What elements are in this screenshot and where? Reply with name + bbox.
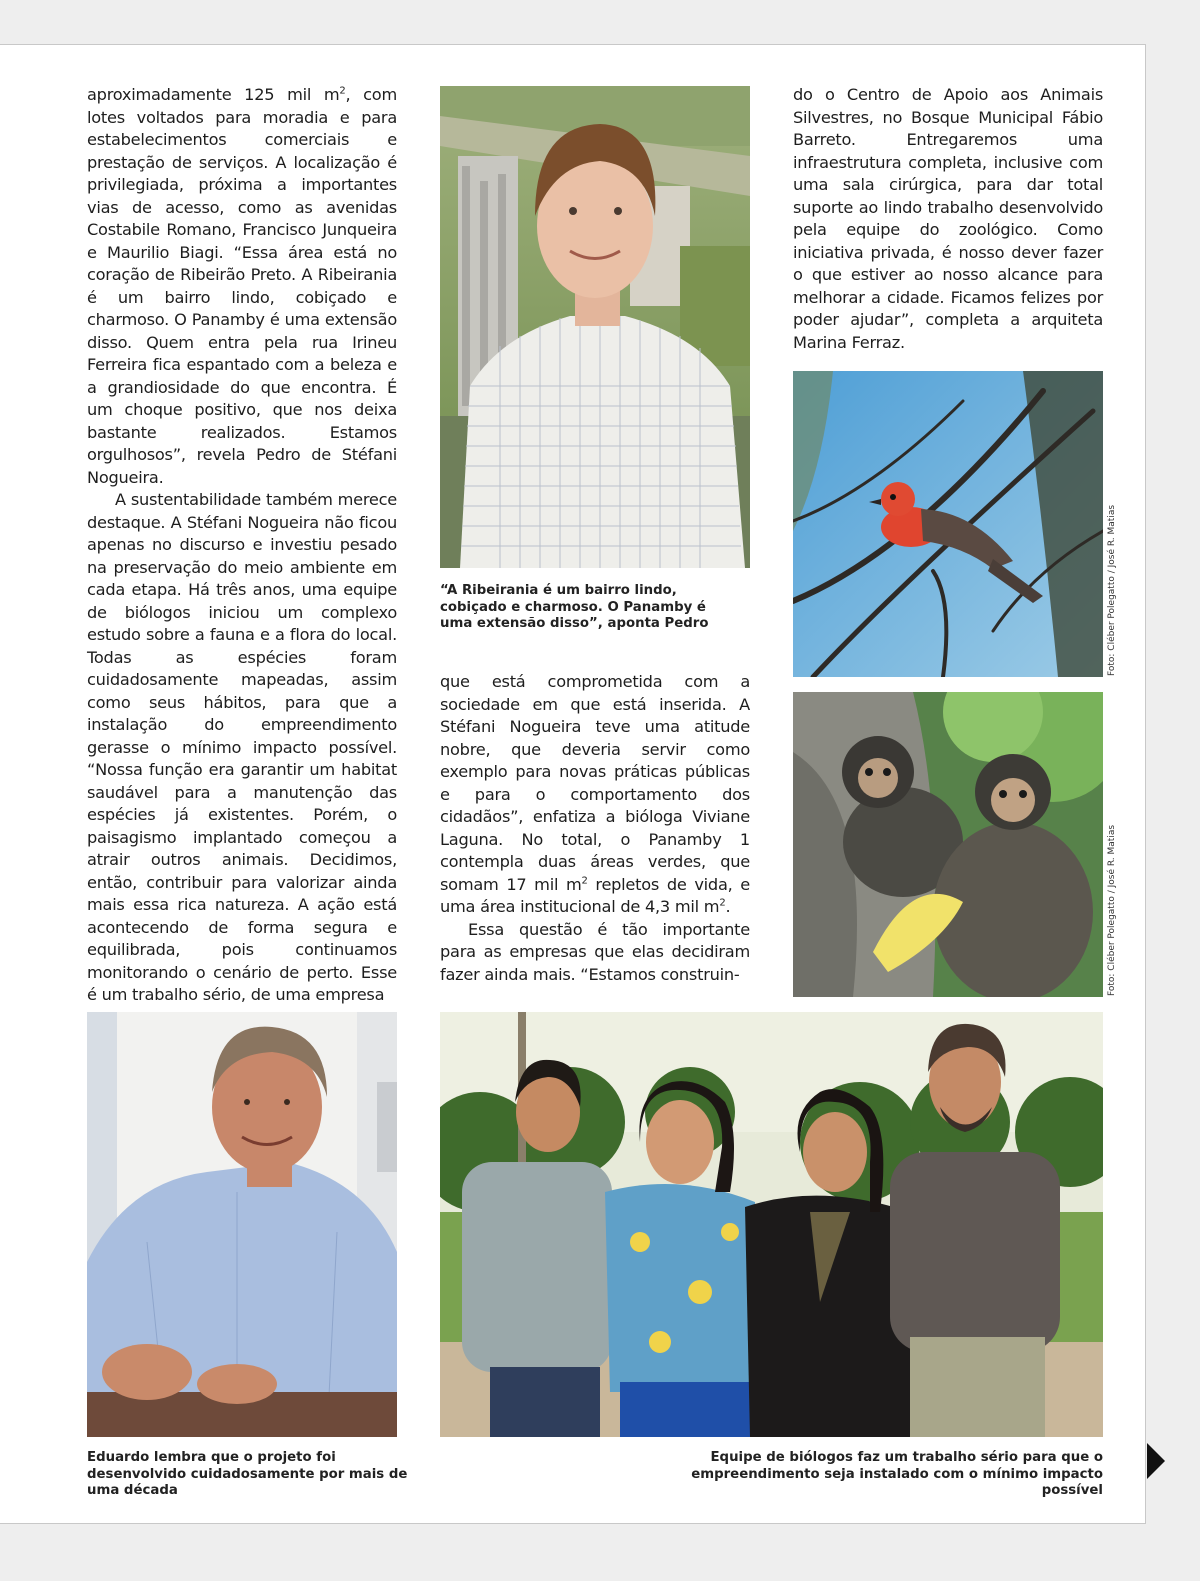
article-column-2 bbox=[440, 671, 750, 986]
column3-paragraph-1: do o Centro de Apoio aos Animais Silvestres, no Bosque Municipal Fábio Barreto. Entregaremos uma infraestrutura completa, inclusive com uma sala cirúrgica, para dar total suporte ao lindo trabalho desenvolvido pela equipe do zoológico. Como iniciativa privada, é nosso dever fazer o que estiver ao nosso alcance para melhorar a cidade. Ficamos felizes por poder ajudar”, completa a arquiteta Marina Ferraz. bbox=[793, 85, 1103, 352]
bird-photo bbox=[793, 371, 1103, 677]
eduardo-photo bbox=[87, 1012, 397, 1437]
biologists-team-photo bbox=[440, 1012, 1103, 1437]
column2-paragraph-2: Essa questão é tão importante para as empresas que elas decidiram fazer ainda mais. “Estamos construin- bbox=[440, 919, 750, 984]
eduardo-photo-caption: Eduardo lembra que o projeto foi desenvolvido cuidadosamente por mais de uma década bbox=[87, 1450, 408, 1498]
column1-paragraph-1: aproximadamente 125 mil $m^2$, com lotes voltados para moradia e para estabelecimentos comerciais e prestação de serviços. A localização é privilegiada, próxima a importantes vias de acesso, como as avenidas Costabile Romano, Francisco Junqueira e Maurilio Biagi. “Essa área está no coração de Ribeirão Preto. A Ribeirania é um bairro lindo, cobiçado e charmoso. O Panamby é uma extensão disso. Quem entra pela rua Irineu Ferreira fica espantado com a beleza e a grandiosidade do que encontra. É um choque positivo, que nos deixa bastante realizados. Estamos orgulhosos”, revela Pedro de Stéfani Nogueira. bbox=[87, 85, 397, 487]
pedro-photo-caption: “A Ribeirania é um bairro lindo, cobiçado e charmoso. O Panamby é uma extensão disso”, aponta Pedro bbox=[440, 583, 709, 631]
next-page-arrow-icon[interactable] bbox=[1147, 1443, 1165, 1479]
marmosets-photo bbox=[793, 692, 1103, 997]
marmosets-photo-credit: Foto: Cléber Polegatto / José R. Matias bbox=[1107, 824, 1117, 996]
column1-paragraph-2: A sustentabilidade também merece destaque. A Stéfani Nogueira não ficou apenas no discurso e investiu pesado na preservação do meio ambiente em cada etapa. Há três anos, uma equipe de biólogos iniciou um complexo estudo sobre a fauna e a flora do local. Todas as espécies foram cuidadosamente mapeadas, assim como seus hábitos, para que a instalação do empreendimento gerasse o mínimo impacto possível. “Nossa função era garantir um habitat saudável para a manutenção das espécies já existentes. Porém, o paisagismo implantado começou a atrair outros animais. Decidimos, então, contribuir para valorizar ainda mais essa rica natureza. A ação está acontecendo de forma segura e equilibrada, pois continuamos monitorando o cenário de perto. Esse é um trabalho sério, de uma empresa bbox=[87, 490, 397, 1004]
article-column-1 bbox=[87, 84, 397, 1007]
team-photo-caption: Equipe de biólogos faz um trabalho sério para que o empreendimento seja instalado com o mínimo impacto possível bbox=[691, 1450, 1103, 1498]
pedro-photo bbox=[440, 86, 750, 568]
bird-photo-credit: Foto: Cléber Polegatto / José R. Matias bbox=[1107, 504, 1117, 676]
article-column-3 bbox=[793, 84, 1103, 354]
column2-paragraph-1: que está comprometida com a sociedade em que está inserida. A Stéfani Nogueira teve uma atitude nobre, que deveria servir como exemplo para novas práticas públicas e para o comportamento dos cidadãos”, enfatiza a bióloga Viviane Laguna. No total, o Panamby 1 contempla duas áreas verdes, que somam 17 mil $m^2$ repletos de vida, e uma área institucional de 4,3 mil $m^2$. bbox=[440, 672, 750, 916]
